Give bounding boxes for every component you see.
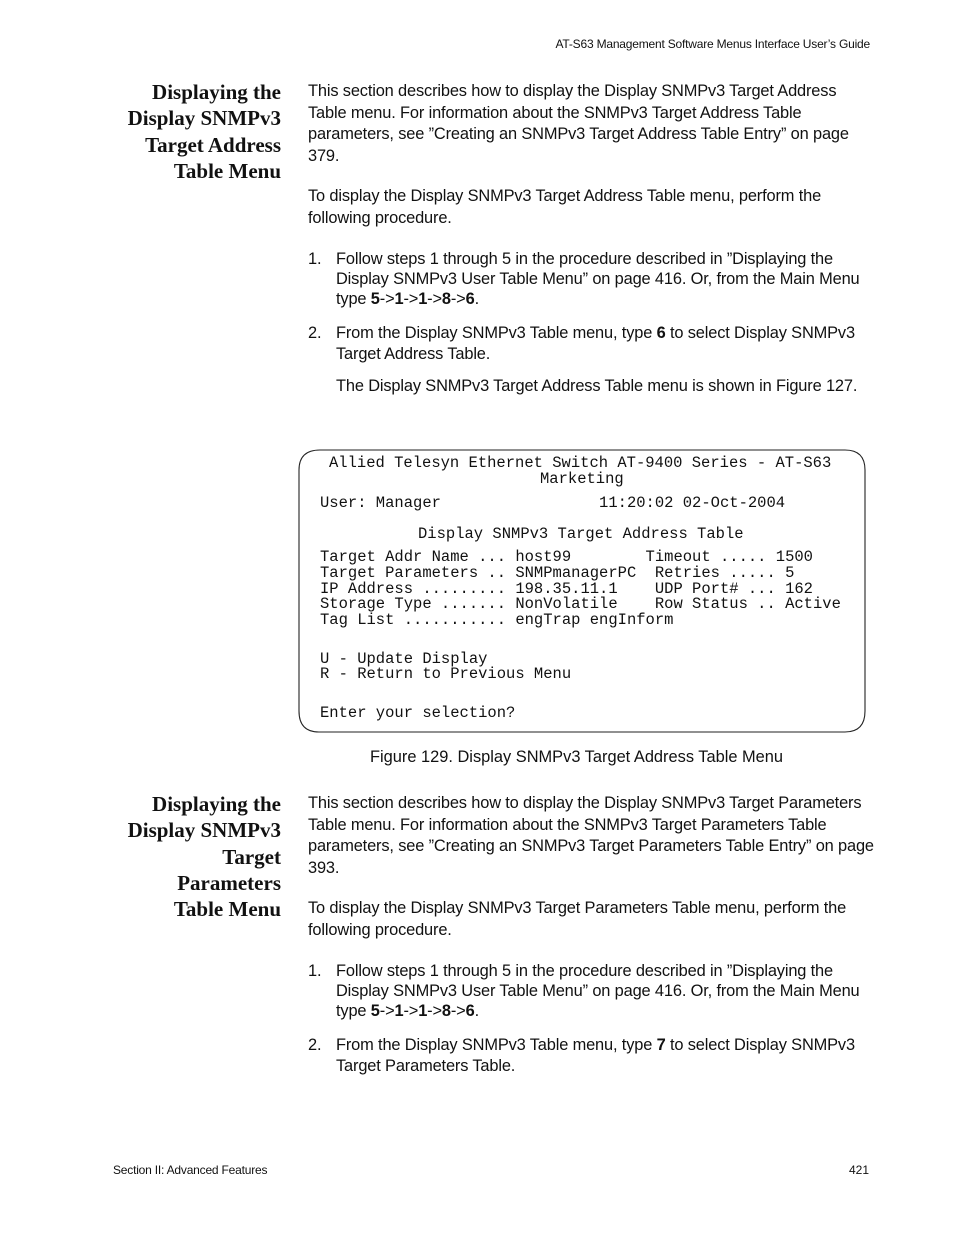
- arrow: ->: [427, 1002, 442, 1021]
- step-number: 2.: [308, 324, 322, 343]
- terminal-title: Allied Telesyn Ethernet Switch AT-9400 Series - AT-S63: [329, 454, 832, 472]
- procedure-steps: [308, 249, 878, 364]
- heading-line: Display SNMPv3: [127, 106, 281, 131]
- terminal-row: IP Address ......... 198.35.11.1 UDP Port# ... 162: [320, 580, 813, 598]
- step-number: 2.: [308, 1036, 322, 1055]
- step-text: Follow steps 1 through 5 in the procedure described in ”Displaying the Display SNMPv3 User Table Menu” on page 416. Or, from the Main Menu type: [336, 961, 860, 1021]
- terminal-menu-title: Display SNMPv3 Target Address Table: [418, 525, 744, 543]
- key-5: 5: [370, 290, 380, 309]
- procedure-step: [308, 961, 878, 1022]
- terminal-screen-figure: [298, 449, 866, 733]
- arrow: ->: [450, 290, 466, 309]
- procedure-steps: [308, 961, 878, 1076]
- key-1: 1: [394, 1002, 404, 1021]
- arrow: ->: [403, 1002, 419, 1021]
- figure-note: The Display SNMPv3 Target Address Table menu is shown in Figure 127.: [336, 377, 858, 396]
- step-text: From the Display SNMPv3 Table menu, type: [336, 1036, 657, 1055]
- procedure-intro: To display the Display SNMPv3 Target Parameters Table menu, perform the following procedure.: [308, 899, 847, 939]
- key-6: 6: [465, 290, 475, 309]
- arrow: ->: [450, 1002, 466, 1021]
- key-5: 5: [370, 1002, 380, 1021]
- period: .: [474, 1002, 479, 1021]
- terminal-row: Target Addr Name ... host99 Timeout ..... 1500: [320, 548, 813, 566]
- section-body-target-address: [308, 81, 878, 398]
- terminal-user-line: User: Manager 11:20:02 02-Oct-2004: [320, 494, 786, 512]
- section-heading-target-parameters: [128, 791, 281, 922]
- step-text: to select Display SNMPv3 Target Address Table.: [336, 324, 855, 363]
- key-7: 7: [656, 1036, 666, 1055]
- key-8: 8: [441, 1002, 451, 1021]
- figure-caption: Figure 129. Display SNMPv3 Target Address Table Menu: [370, 748, 784, 766]
- step-text: to select Display SNMPv3 Target Parameters Table.: [336, 1036, 855, 1075]
- running-header: AT-S63 Management Software Menus Interface User’s Guide: [555, 37, 870, 51]
- terminal-prompt: Enter your selection?: [320, 704, 516, 722]
- key-6: 6: [656, 324, 666, 343]
- arrow: ->: [403, 290, 419, 309]
- heading-line: Target: [222, 844, 281, 869]
- key-1: 1: [394, 290, 404, 309]
- heading-line: Displaying the: [152, 80, 281, 104]
- heading-line: Table Menu: [173, 897, 281, 922]
- arrow: ->: [427, 290, 442, 309]
- terminal-row: Storage Type ....... NonVolatile Row Status .. Active: [320, 595, 841, 613]
- procedure-step: [308, 249, 878, 310]
- step-text: From the Display SNMPv3 Table menu, type: [336, 324, 657, 343]
- intro-paragraph: This section describes how to display the Display SNMPv3 Target Parameters Table menu. For information about the SNMPv3 Target Parameters Table parameters, see ”Creating an SNMPv3 Target Parameters Table Entry” on page 393.: [308, 794, 874, 877]
- heading-line: Parameters: [177, 870, 281, 895]
- section-body-target-parameters: [308, 793, 878, 1090]
- terminal-option-update: U - Update Display: [320, 650, 488, 668]
- step-number: 1.: [308, 961, 322, 980]
- heading-line: Target Address: [145, 132, 281, 157]
- key-1: 1: [418, 1002, 428, 1021]
- footer-section: Section II: Advanced Features: [113, 1163, 268, 1177]
- key-1: 1: [418, 290, 428, 309]
- arrow: ->: [379, 290, 395, 309]
- procedure-step: [308, 323, 878, 364]
- period: .: [474, 290, 479, 309]
- key-6: 6: [465, 1002, 475, 1021]
- section-heading-target-address: [128, 79, 281, 184]
- terminal-row: Tag List ........... engTrap engInform: [320, 611, 674, 629]
- intro-paragraph: This section describes how to display the Display SNMPv3 Target Address Table menu. For information about the SNMPv3 Target Address Table parameters, see ”Creating an SNMPv3 Target Address Table Entry” on page 379.: [308, 82, 849, 165]
- arrow: ->: [379, 1002, 395, 1021]
- step-text: Follow steps 1 through 5 in the procedure described in ”Displaying the Display SNMPv3 User Table Menu” on page 416. Or, from the Main Menu type: [336, 249, 860, 309]
- procedure-intro: To display the Display SNMPv3 Target Address Table menu, perform the following procedure.: [308, 187, 822, 227]
- heading-line: Displaying the: [152, 792, 281, 816]
- terminal-subtitle: Marketing: [540, 470, 624, 488]
- terminal-row: Target Parameters .. SNMPmanagerPC Retries ..... 5: [320, 564, 795, 582]
- key-8: 8: [441, 290, 451, 309]
- procedure-step: [308, 1035, 878, 1076]
- heading-line: Display SNMPv3: [127, 818, 281, 843]
- page-number: 421: [848, 1163, 869, 1177]
- terminal-option-return: R - Return to Previous Menu: [320, 665, 572, 683]
- step-number: 1.: [308, 249, 322, 268]
- heading-line: Table Menu: [173, 158, 281, 183]
